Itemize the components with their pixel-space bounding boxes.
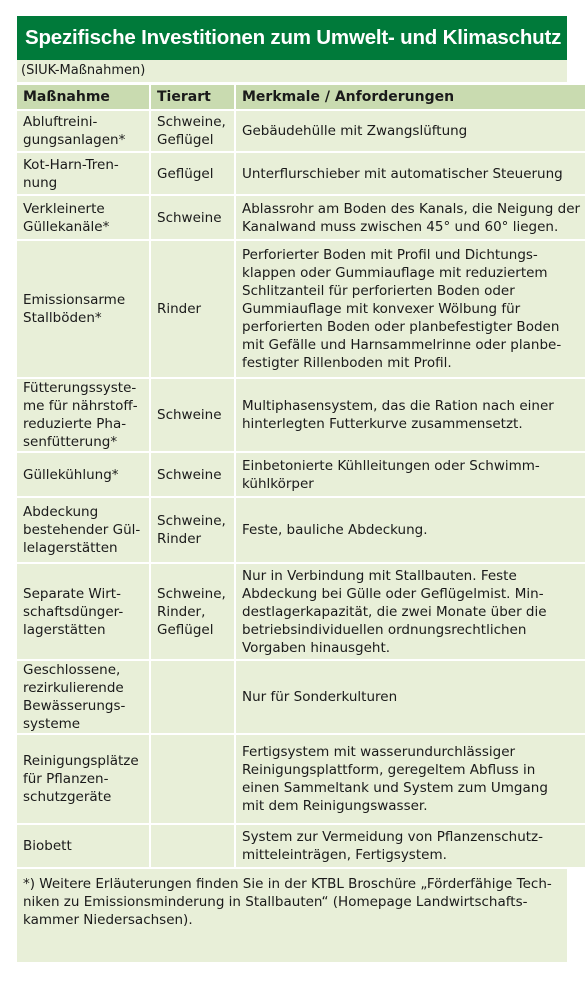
cell-features-line: mit dem Reinigungswasser. <box>242 798 428 814</box>
table-header-row <box>17 84 585 110</box>
cell-animal-line: Schweine <box>157 407 222 423</box>
cell-measure <box>17 195 150 240</box>
footnote <box>17 867 567 929</box>
cell-features-line: Nur für Sonderkulturen <box>242 689 398 705</box>
cell-features-line: hinterlegten Futterkurve zusammensetzt. <box>242 416 523 432</box>
cell-measure <box>17 452 150 497</box>
cell-measure-line: me für nährstoff- <box>23 398 138 414</box>
cell-animal <box>150 452 235 497</box>
cell-measure-line: gungsanlagen* <box>23 132 126 148</box>
cell-measure-line: lelagerstätten <box>23 540 118 556</box>
table-row <box>17 824 585 867</box>
cell-features-line: mitteleinträgen, Fertigsystem. <box>242 847 447 863</box>
cell-features-line: Abdeckung bei Gülle oder Geflügelmist. Min- <box>242 585 544 602</box>
cell-measure-line: Abluftreini- <box>23 114 98 130</box>
cell-measure-line: Biobett <box>23 838 72 854</box>
cell-features-line: klappen oder Gummiauflage mit reduziertem <box>242 265 548 281</box>
cell-features-line: perforierten Boden oder planbefestigter Boden <box>242 319 560 335</box>
cell-measure-line: nung <box>23 174 58 191</box>
cell-features <box>235 240 585 378</box>
table-row <box>17 110 585 152</box>
cell-animal-line: Rinder, <box>157 603 206 620</box>
footnote-line: niken zu Emissionsminderung in Stallbauten“ (Homepage Landwirtschafts- <box>23 894 528 910</box>
cell-animal <box>150 497 235 563</box>
cell-animal-line: Schweine <box>157 209 222 226</box>
cell-animal <box>150 240 235 378</box>
cell-measure <box>17 563 150 660</box>
cell-measure <box>17 824 150 867</box>
cell-animal <box>150 110 235 152</box>
cell-animal-line: Rinder <box>157 301 202 317</box>
cell-features <box>235 563 585 660</box>
table-row <box>17 734 585 824</box>
cell-measure <box>17 152 150 195</box>
cell-features-line: kühlkörper <box>242 475 314 492</box>
cell-animal-line: Geflügel <box>157 165 214 182</box>
cell-animal-line: Rinder <box>157 531 202 547</box>
cell-animal <box>150 824 235 867</box>
box-title: Spezifische Investitionen zum Umwelt- und Klimaschutz <box>17 16 567 60</box>
cell-measure <box>17 378 150 452</box>
cell-features-line: Ablassrohr am Boden des Kanals, die Neigung der <box>242 200 581 217</box>
table-row <box>17 378 585 452</box>
cell-features <box>235 497 585 563</box>
cell-measure-line: senfütterung* <box>23 434 118 450</box>
column-header-measure: Maßnahme <box>17 84 150 110</box>
cell-measure-line: Geschlossene, <box>23 662 121 678</box>
cell-features-line: betriebsindividuellen ordnungsrechtlichen <box>242 621 527 638</box>
cell-measure-line: Stallböden* <box>23 310 102 326</box>
cell-features-line: Multiphasensystem, das die Ration nach einer <box>242 398 554 414</box>
cell-features <box>235 195 585 240</box>
cell-animal <box>150 563 235 660</box>
table-row <box>17 240 585 378</box>
footnote-line: *) Weitere Erläuterungen finden Sie in der KTBL Broschüre „Förderfähige Tech- <box>23 876 552 892</box>
cell-features-line: Gebäudehülle mit Zwangslüftung <box>242 123 468 139</box>
cell-measure-line: lagerstätten <box>23 621 106 638</box>
column-header-animal: Tierart <box>150 84 235 110</box>
cell-features-line: Kanalwand muss zwischen 45° und 60° liegen. <box>242 218 559 235</box>
cell-animal-line: Schweine, <box>157 114 226 130</box>
cell-features <box>235 110 585 152</box>
cell-animal-line: Geflügel <box>157 621 214 638</box>
cell-animal <box>150 378 235 452</box>
info-box <box>17 16 581 962</box>
table-row <box>17 195 585 240</box>
cell-animal-line: Schweine <box>157 466 222 483</box>
table-row <box>17 563 585 660</box>
cell-features-line: mit Gefälle und Harnsammelrinne oder planbe- <box>242 337 562 353</box>
cell-measure <box>17 240 150 378</box>
table-row <box>17 152 585 195</box>
cell-animal-line: Schweine, <box>157 585 226 602</box>
cell-features-line: Gummiauflage mit konvexer Wölbung für <box>242 301 521 317</box>
table-row <box>17 452 585 497</box>
table-row <box>17 660 585 734</box>
cell-features <box>235 824 585 867</box>
cell-animal <box>150 734 235 824</box>
column-header-features: Merkmale / Anforderungen <box>235 84 585 110</box>
cell-measure-line: Fütterungssyste- <box>23 380 137 396</box>
cell-measure-line: schutzgeräte <box>23 789 112 805</box>
cell-measure-line: schaftsdünger- <box>23 603 124 620</box>
cell-measure-line: Emissionsarme <box>23 292 126 308</box>
cell-animal <box>150 152 235 195</box>
cell-features <box>235 734 585 824</box>
cell-measure-line: Reinigungsplätze <box>23 753 139 769</box>
box-subtitle: (SIUK-Maßnahmen) <box>17 60 567 83</box>
table-body <box>17 110 585 867</box>
cell-animal-line: Geflügel <box>157 132 214 148</box>
cell-measure-line: Güllekanäle* <box>23 218 110 235</box>
cell-features <box>235 152 585 195</box>
cell-measure-line: Güllekühlung* <box>23 466 119 483</box>
cell-features-line: Nur in Verbindung mit Stallbauten. Feste <box>242 567 517 584</box>
cell-features <box>235 660 585 734</box>
cell-features-line: Fertigsystem mit wasserundurchlässiger <box>242 744 516 760</box>
cell-features-line: einen Sammeltank und System zum Umgang <box>242 780 548 796</box>
cell-features-line: destlagerkapazität, die zwei Monate über die <box>242 603 547 620</box>
cell-features-line: System zur Vermeidung von Pflanzenschutz- <box>242 829 544 845</box>
cell-features-line: Unterflurschieber mit automatischer Steuerung <box>242 165 563 182</box>
cell-measure-line: Verkleinerte <box>23 200 105 217</box>
cell-features-line: festigter Rillenboden mit Profil. <box>242 355 452 371</box>
cell-measure-line: Bewässerungs- <box>23 698 126 714</box>
cell-features <box>235 452 585 497</box>
cell-measure <box>17 110 150 152</box>
cell-features-line: Schlitzanteil für perforierten Boden oder <box>242 283 515 299</box>
cell-measure <box>17 660 150 734</box>
cell-features-line: Perforierter Boden mit Profil und Dichtungs- <box>242 247 538 263</box>
cell-animal <box>150 660 235 734</box>
cell-measure-line: reduzierte Pha- <box>23 416 127 432</box>
cell-features-line: Einbetonierte Kühlleitungen oder Schwimm- <box>242 457 540 474</box>
cell-measure-line: Kot-Harn-Tren- <box>23 156 119 173</box>
cell-features-line: Reinigungsplattform, geregeltem Abfluss in <box>242 762 536 778</box>
cell-animal <box>150 195 235 240</box>
cell-measure-line: bestehender Gül- <box>23 522 141 538</box>
cell-features-line: Vorgaben hinausgeht. <box>242 639 391 656</box>
cell-features <box>235 378 585 452</box>
cell-measure <box>17 734 150 824</box>
cell-measure-line: systeme <box>23 716 81 732</box>
cell-measure-line: rezirkulierende <box>23 680 124 696</box>
measures-table <box>17 83 585 867</box>
cell-measure-line: Abdeckung <box>23 504 99 520</box>
cell-measure <box>17 497 150 563</box>
table-row <box>17 497 585 563</box>
cell-animal-line: Schweine, <box>157 513 226 529</box>
footnote-line: kammer Niedersachsen). <box>23 912 193 928</box>
cell-features-line: Feste, bauliche Abdeckung. <box>242 522 428 538</box>
cell-measure-line: Separate Wirt- <box>23 585 121 602</box>
cell-measure-line: für Pflanzen- <box>23 771 109 787</box>
